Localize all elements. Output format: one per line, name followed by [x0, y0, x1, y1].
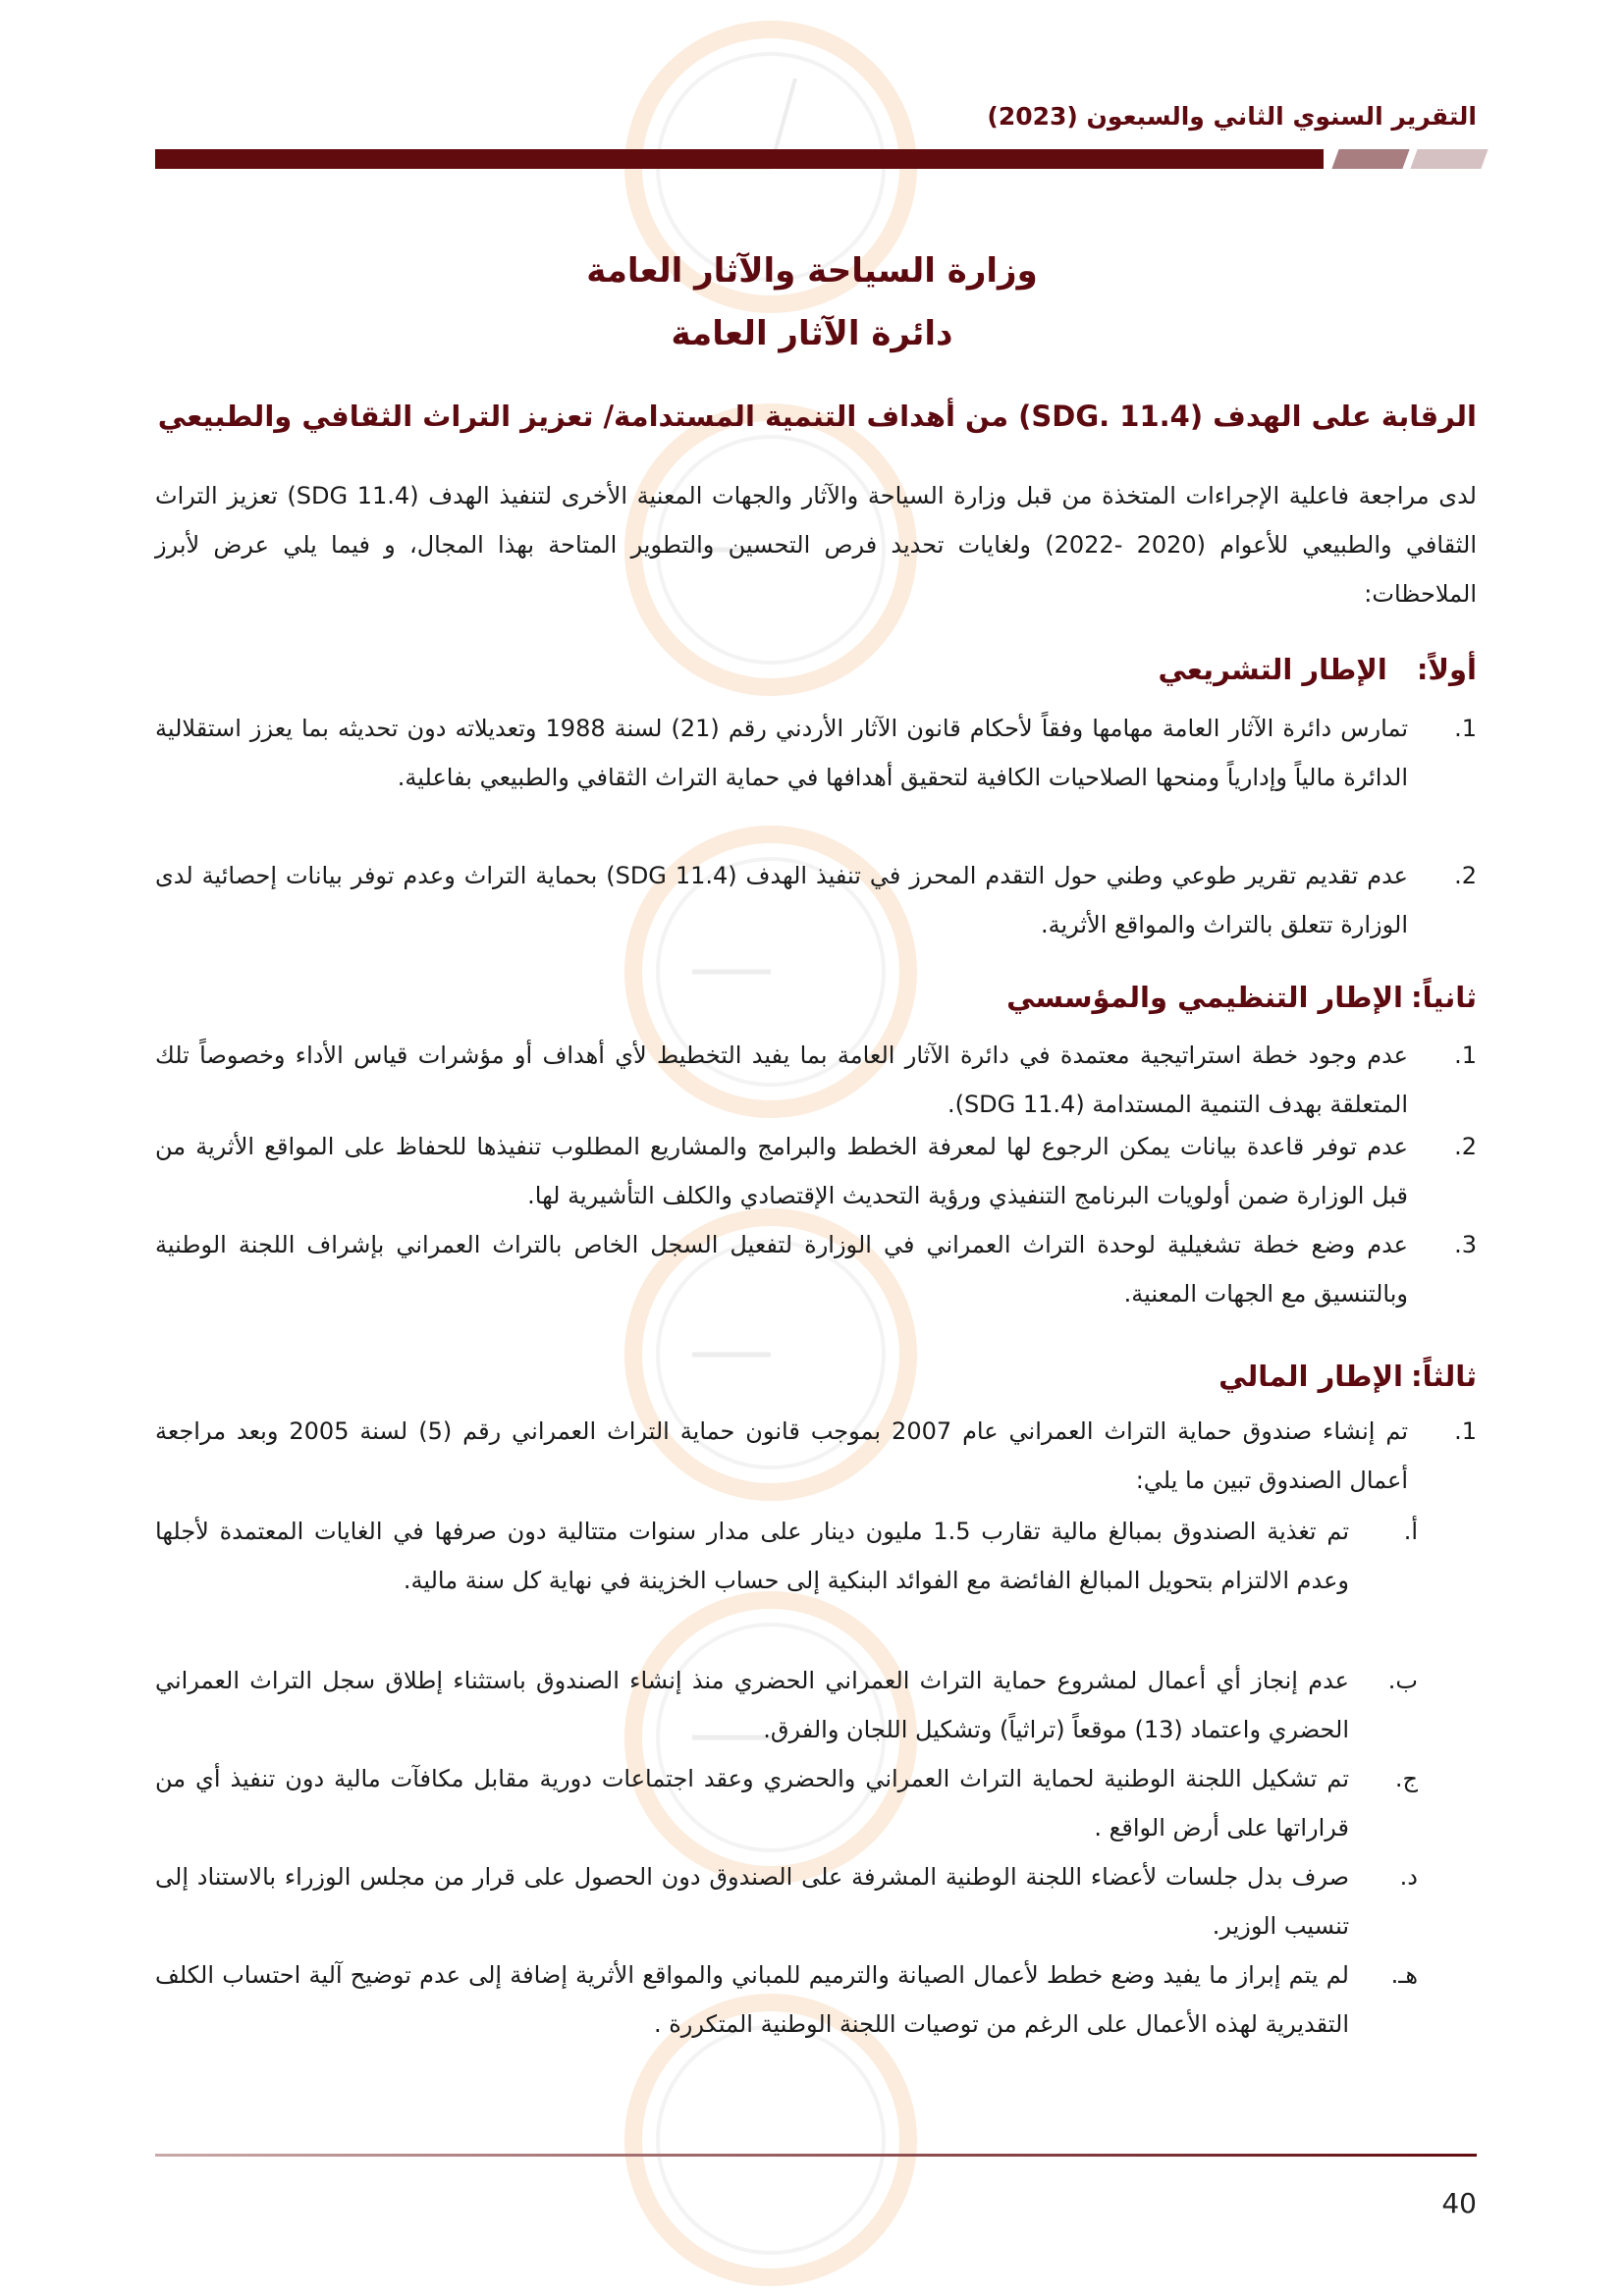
- page-number: 40: [1441, 2187, 1477, 2219]
- heading-text: الإطار المالي: [1218, 1360, 1403, 1393]
- list-item: [155, 851, 1477, 949]
- item-number: 3.: [1454, 1231, 1477, 1258]
- item-letter: ج.: [1394, 1765, 1418, 1792]
- heading-lead: ثانياً:: [1411, 981, 1477, 1014]
- item-letter: د.: [1399, 1863, 1418, 1891]
- item-text: عدم وجود خطة استراتيجية معتمدة في دائرة الآثار العامة بما يفيد التخطيط لأي أهداف أو مؤشرات قياس الأداء وخصوصاً تلك المتعلقة بهدف التنمية المستدامة (SDG 11.4).: [155, 1041, 1408, 1118]
- heading-legislative-framework: [1158, 653, 1477, 686]
- heading-lead: ثالثاً:: [1411, 1360, 1477, 1393]
- list-item: [155, 704, 1477, 802]
- intro-paragraph: لدى مراجعة فاعلية الإجراءات المتخذة من قبل وزارة السياحة والآثار والجهات المعنية الأخرى لتنفيذ الهدف (SDG 11.4) تعزيز التراث الثقافي والطبيعي للأعوام (2020 -2022) ولغايات تحديد فرص التحسين والتطوير المتاحة بهذا المجال، و فيما يلي عرض لأبرز الملاحظات:: [155, 482, 1477, 608]
- heading-organizational-framework: [1006, 981, 1477, 1014]
- item-letter: ب.: [1387, 1667, 1418, 1694]
- list-item: [155, 1407, 1477, 1505]
- item-text: تم تشكيل اللجنة الوطنية لحماية التراث العمراني والحضري وعقد اجتماعات دورية مقابل مكافآت مالية دون تنفيذ أي من قراراتها على أرض الواقع .: [155, 1765, 1349, 1842]
- item-text: عدم توفر قاعدة بيانات يمكن الرجوع لها لمعرفة الخطط والبرامج والمشاريع المطلوب تنفيذها للحفاظ على المواقع الأثرية من قبل الوزارة ضمن أولويات البرنامج التنفيذي ورؤية التحديث الإقتصادي والكلف التأشيرية لها.: [155, 1133, 1408, 1209]
- ministry-title: وزارة السياحة والآثار العامة: [586, 251, 1038, 291]
- item-number: 1.: [1454, 1417, 1477, 1445]
- item-text: صرف بدل جلسات لأعضاء اللجنة الوطنية المشرفة على الصندوق دون الحصول على قرار من مجلس الوزراء بالاستناد إلى تنسيب الوزير.: [155, 1863, 1349, 1940]
- item-text: عدم إنجاز أي أعمال لمشروع حماية التراث العمراني الحضري منذ إنشاء الصندوق باستثناء إطلاق سجل التراث العمراني الحضري واعتماد (13) موقعاً (تراثياً) وتشكيل اللجان والفرق.: [155, 1667, 1349, 1743]
- item-number: 2.: [1454, 862, 1477, 889]
- header-bar-segment: [1410, 149, 1488, 169]
- item-number: 2.: [1454, 1133, 1477, 1160]
- heading-text: الإطار التشريعي: [1158, 653, 1387, 686]
- section-title: الرقابة على الهدف (SDG. 11.4) من أهداف التنمية المستدامة/ تعزيز التراث الثقافي والطبيعي: [157, 400, 1477, 433]
- item-letter: هـ.: [1390, 1961, 1418, 1989]
- item-number: 1.: [1454, 1041, 1477, 1069]
- item-text: عدم تقديم تقرير طوعي وطني حول التقدم المحرز في تنفيذ الهدف (SDG 11.4) بحماية التراث وعدم توفر بيانات إحصائية لدى الوزارة تتعلق بالتراث والمواقع الأثرية.: [155, 862, 1408, 938]
- item-text: تم تغذية الصندوق بمبالغ مالية تقارب 1.5 مليون دينار على مدار سنوات متتالية دون صرفها في الغايات المعتمدة لأجلها وعدم الالتزام بتحويل المبالغ الفائضة مع الفوائد البنكية إلى حساب الخزينة في نهاية كل سنة مالية.: [155, 1518, 1349, 1594]
- item-text: عدم وضع خطة تشغيلية لوحدة التراث العمراني في الوزارة لتفعيل السجل الخاص بالتراث العمراني بإشراف اللجنة الوطنية وبالتنسيق مع الجهات المعنية.: [155, 1231, 1408, 1308]
- item-number: 1.: [1454, 715, 1477, 742]
- heading-lead: أولاً:: [1416, 653, 1477, 686]
- header-bar: [155, 149, 1324, 169]
- list-item: [155, 1122, 1477, 1220]
- item-letter: أ.: [1403, 1518, 1418, 1545]
- sub-list-item: [155, 1656, 1477, 1754]
- header-bar-segment: [1331, 149, 1409, 169]
- list-item: [155, 1220, 1477, 1318]
- sub-list-item: [155, 1507, 1477, 1605]
- sub-list-item: [155, 1852, 1477, 1950]
- item-text: تمارس دائرة الآثار العامة مهامها وفقاً لأحكام قانون الآثار الأردني رقم (21) لسنة 1988 وتعديلاته دون تحديثه بما يعزز استقلالية الدائرة مالياً وإدارياً ومنحها الصلاحيات الكافية لتحقيق أهدافها في حماية التراث الثقافي والطبيعي بفاعلية.: [155, 715, 1409, 791]
- item-text: تم إنشاء صندوق حماية التراث العمراني عام 2007 بموجب قانون حماية التراث العمراني رقم (5) لسنة 2005 وبعد مراجعة أعمال الصندوق تبين ما يلي:: [155, 1417, 1409, 1494]
- heading-text: الإطار التنظيمي والمؤسسي: [1006, 981, 1403, 1014]
- item-text: لم يتم إبراز ما يفيد وضع خطط لأعمال الصيانة والترميم للمباني والمواقع الأثرية إضافة إلى عدم توضيح آلية احتساب الكلف التقديرية لهذه الأعمال على الرغم من توصيات اللجنة الوطنية المتكررة .: [155, 1961, 1349, 2038]
- footer-divider: [155, 2154, 1477, 2157]
- heading-financial-framework: [1218, 1360, 1477, 1393]
- list-item: [155, 1031, 1477, 1129]
- sub-list-item: [155, 1754, 1477, 1852]
- department-title: دائرة الآثار العامة: [671, 314, 953, 353]
- report-title: التقرير السنوي الثاني والسبعون (2023): [987, 102, 1477, 131]
- sub-list-item: [155, 1950, 1477, 2049]
